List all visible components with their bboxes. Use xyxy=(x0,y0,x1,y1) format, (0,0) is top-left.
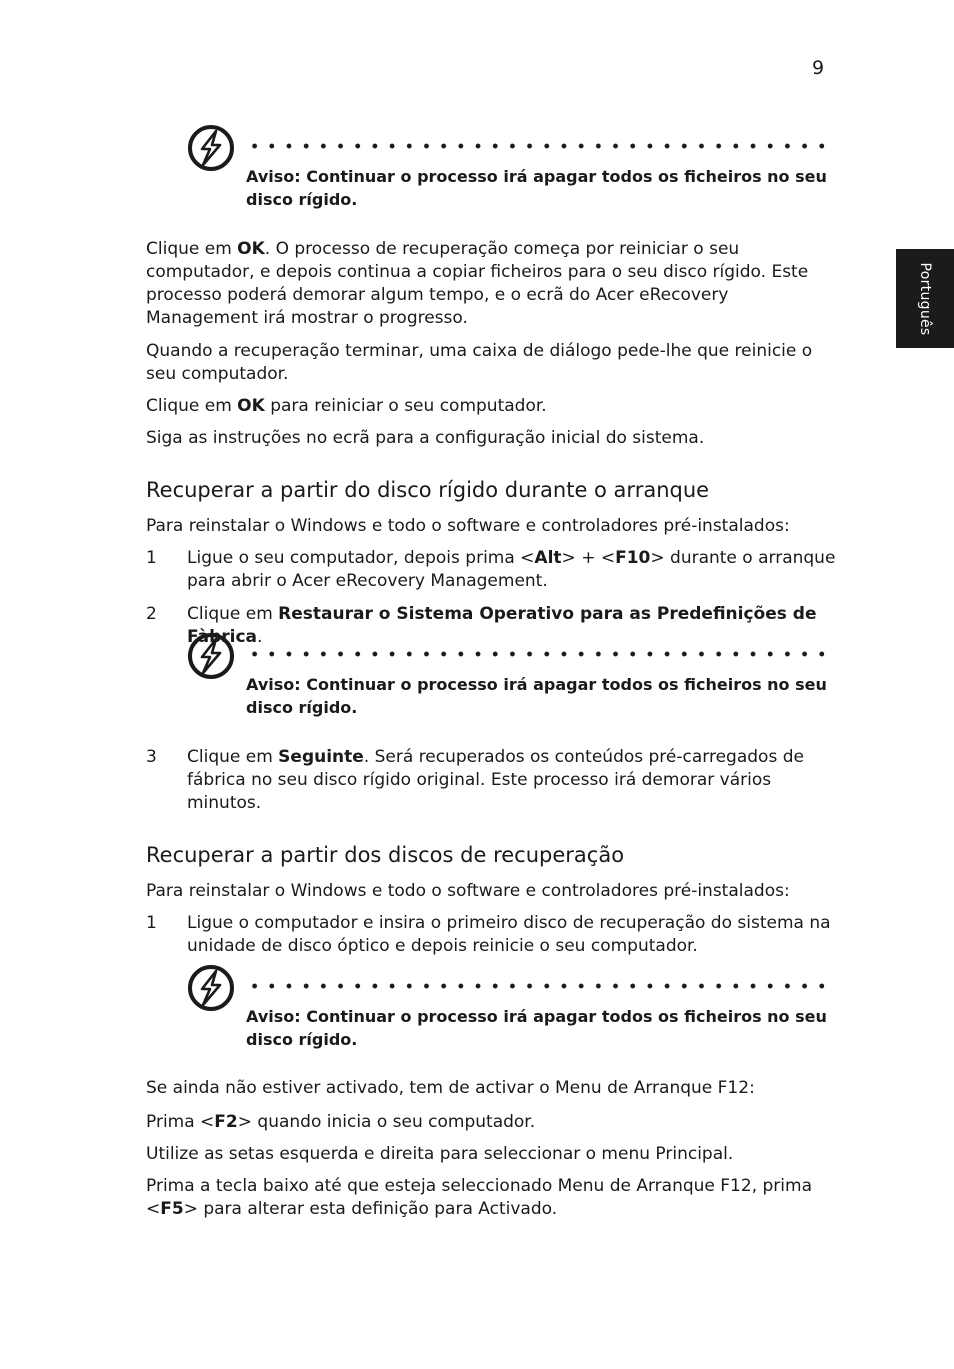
menu-option: Restaurar o Sistema Operativo para as Predefinições de Fàbrica xyxy=(187,604,817,647)
section-heading: Recuperar a partir do disco rígido durante o arranque xyxy=(146,478,710,502)
list-number: 2 xyxy=(146,604,157,624)
button-seguinte: Seguinte xyxy=(278,747,364,767)
paragraph: Utilize as setas esquerda e direita para seleccionar o menu Principal. xyxy=(146,1144,734,1164)
key-f2: F2 xyxy=(214,1112,238,1132)
section-heading: Recuperar a partir dos discos de recuperação xyxy=(146,843,625,867)
warning-divider xyxy=(246,143,832,149)
paragraph: Clique em OK para reiniciar o seu computador. xyxy=(146,396,547,416)
warning-text: Aviso: Continuar o processo irá apagar todos os ficheiros no seu disco rígido. xyxy=(246,167,827,209)
warning-icon xyxy=(187,124,235,172)
paragraph: Prima a tecla baixo até que esteja seleccionado Menu de Arranque F12, prima <F5> para alterar esta definição para Activado. xyxy=(146,1176,812,1219)
warning-icon xyxy=(187,632,235,680)
paragraph: Se ainda não estiver activado, tem de activar o Menu de Arranque F12: xyxy=(146,1078,755,1098)
page-number: 9 xyxy=(812,57,825,79)
paragraph: Para reinstalar o Windows e todo o software e controladores pré-instalados: xyxy=(146,881,790,901)
paragraph: Quando a recuperação terminar, uma caixa de diálogo pede-lhe que reinicie o seu computador. xyxy=(146,341,813,384)
language-tab-label: Português xyxy=(917,262,933,335)
paragraph: Para reinstalar o Windows e todo o software e controladores pré-instalados: xyxy=(146,516,790,536)
list-number: 1 xyxy=(146,913,157,933)
paragraph: Prima <F2> quando inicia o seu computador. xyxy=(146,1112,536,1132)
key-alt: Alt xyxy=(534,548,562,568)
list-item: Clique em Seguinte. Será recuperados os conteúdos pré-carregados de fábrica no seu disco rígido original. Este processo irá demorar vários minutos. xyxy=(187,747,804,813)
key-ok: OK xyxy=(237,396,265,416)
key-f10: F10 xyxy=(615,548,651,568)
warning-icon xyxy=(187,964,235,1012)
list-number: 1 xyxy=(146,548,157,568)
warning-divider xyxy=(246,983,832,989)
key-f5: F5 xyxy=(160,1199,184,1219)
list-item: Clique em Restaurar o Sistema Operativo para as Predefinições de Fàbrica. xyxy=(187,604,817,647)
list-number: 3 xyxy=(146,747,157,767)
list-item: Ligue o seu computador, depois prima <Alt> + <F10> durante o arranque para abrir o Acer eRecovery Management. xyxy=(187,548,836,591)
warning-text: Aviso: Continuar o processo irá apagar todos os ficheiros no seu disco rígido. xyxy=(246,1007,827,1049)
language-tab xyxy=(896,249,954,348)
key-ok: OK xyxy=(237,239,265,259)
warning-text: Aviso: Continuar o processo irá apagar todos os ficheiros no seu disco rígido. xyxy=(246,675,827,717)
warning-divider xyxy=(246,651,832,657)
list-item: Ligue o computador e insira o primeiro disco de recuperação do sistema na unidade de disco óptico e depois reinicie o seu computador. xyxy=(187,913,831,956)
paragraph: Siga as instruções no ecrã para a configuração inicial do sistema. xyxy=(146,428,705,448)
paragraph: Clique em OK. O processo de recuperação começa por reiniciar o seu computador, e depois continua a copiar ficheiros para o seu disco rígido. Este processo poderá demorar algum tempo, e o ecrã do Acer eRecovery Management irá mostrar o progresso. xyxy=(146,239,809,328)
